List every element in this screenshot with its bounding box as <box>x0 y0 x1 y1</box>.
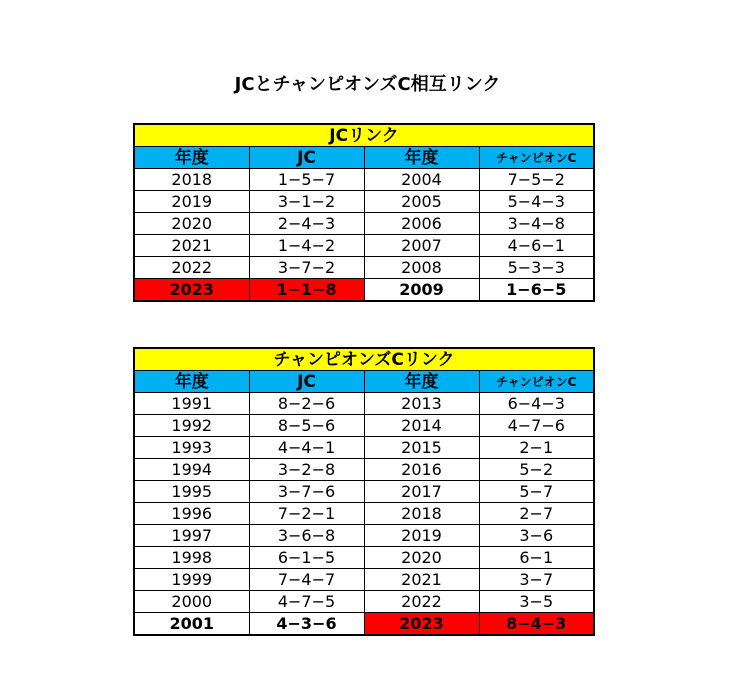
table-row <box>134 525 594 547</box>
header-year: 年度 <box>364 147 479 169</box>
cell: 1−4−2 <box>249 235 364 257</box>
jc-link-table <box>133 123 595 302</box>
cell: 1998 <box>134 547 249 569</box>
cell: 5−2 <box>479 459 594 481</box>
cell: 2−7 <box>479 503 594 525</box>
cell: 2−1 <box>479 437 594 459</box>
cell: 2009 <box>364 279 479 302</box>
cell: 3−2−8 <box>249 459 364 481</box>
cell: 2007 <box>364 235 479 257</box>
cell: 1−5−7 <box>249 169 364 191</box>
header-champions-c: チャンピオンC <box>479 371 594 393</box>
cell: 1995 <box>134 481 249 503</box>
cell: 1993 <box>134 437 249 459</box>
header-year: 年度 <box>134 371 249 393</box>
cell: 2021 <box>134 235 249 257</box>
cell: 2014 <box>364 415 479 437</box>
header-year: 年度 <box>134 147 249 169</box>
table-row <box>134 393 594 415</box>
cell: 2020 <box>134 213 249 235</box>
cell: 1996 <box>134 503 249 525</box>
cell: 1991 <box>134 393 249 415</box>
cell: 7−4−7 <box>249 569 364 591</box>
cell: 6−1−5 <box>249 547 364 569</box>
cell: 2022 <box>364 591 479 613</box>
table-row <box>134 257 594 279</box>
table-row <box>134 415 594 437</box>
cell: 2017 <box>364 481 479 503</box>
cell: 5−3−3 <box>479 257 594 279</box>
cell: 3−1−2 <box>249 191 364 213</box>
cell: 2013 <box>364 393 479 415</box>
cell: 3−4−8 <box>479 213 594 235</box>
cell: 3−6−8 <box>249 525 364 547</box>
header-year: 年度 <box>364 371 479 393</box>
cell: 3−7−2 <box>249 257 364 279</box>
cell: 2020 <box>364 547 479 569</box>
cell: 6−4−3 <box>479 393 594 415</box>
champions-c-link-table <box>133 347 595 636</box>
table-row <box>134 235 594 257</box>
cell: 1997 <box>134 525 249 547</box>
cell: 2001 <box>134 613 249 636</box>
cell: 4−6−1 <box>479 235 594 257</box>
cell: 2018 <box>364 503 479 525</box>
cell: 1−6−5 <box>479 279 594 302</box>
cell: 2022 <box>134 257 249 279</box>
table-row <box>134 481 594 503</box>
table-caption: JCリンク <box>134 124 594 147</box>
cell: 2018 <box>134 169 249 191</box>
cell: 7−2−1 <box>249 503 364 525</box>
cell: 2005 <box>364 191 479 213</box>
table-caption: チャンピオンズCリンク <box>134 348 594 371</box>
cell: 2019 <box>134 191 249 213</box>
cell: 3−6 <box>479 525 594 547</box>
header-jc: JC <box>249 371 364 393</box>
cell: 2015 <box>364 437 479 459</box>
table-row <box>134 569 594 591</box>
table-row <box>134 591 594 613</box>
table-row-current <box>134 279 594 302</box>
cell: 1992 <box>134 415 249 437</box>
cell: 2004 <box>364 169 479 191</box>
cell: 4−7−6 <box>479 415 594 437</box>
cell: 2−4−3 <box>249 213 364 235</box>
header-champions-c: チャンピオンC <box>479 147 594 169</box>
table-row <box>134 547 594 569</box>
page-title: JCとチャンピオンズC相互リンク <box>234 74 501 95</box>
cell: 2008 <box>364 257 479 279</box>
cell: 4−4−1 <box>249 437 364 459</box>
cell: 3−7 <box>479 569 594 591</box>
cell-highlighted: 1−1−8 <box>249 279 364 302</box>
cell: 7−5−2 <box>479 169 594 191</box>
cell-highlighted: 2023 <box>364 613 479 636</box>
table-row <box>134 459 594 481</box>
table-row <box>134 191 594 213</box>
cell-highlighted: 2023 <box>134 279 249 302</box>
table-row <box>134 437 594 459</box>
cell: 6−1 <box>479 547 594 569</box>
cell: 4−3−6 <box>249 613 364 636</box>
cell: 1994 <box>134 459 249 481</box>
cell: 8−5−6 <box>249 415 364 437</box>
cell: 2000 <box>134 591 249 613</box>
cell: 5−4−3 <box>479 191 594 213</box>
table-row <box>134 213 594 235</box>
cell-highlighted: 8−4−3 <box>479 613 594 636</box>
table-row <box>134 169 594 191</box>
cell: 2021 <box>364 569 479 591</box>
cell: 8−2−6 <box>249 393 364 415</box>
table-row-current <box>134 613 594 636</box>
cell: 2019 <box>364 525 479 547</box>
cell: 1999 <box>134 569 249 591</box>
cell: 2006 <box>364 213 479 235</box>
cell: 2016 <box>364 459 479 481</box>
cell: 3−7−6 <box>249 481 364 503</box>
cell: 3−5 <box>479 591 594 613</box>
cell: 5−7 <box>479 481 594 503</box>
header-jc: JC <box>249 147 364 169</box>
table-row <box>134 503 594 525</box>
cell: 4−7−5 <box>249 591 364 613</box>
